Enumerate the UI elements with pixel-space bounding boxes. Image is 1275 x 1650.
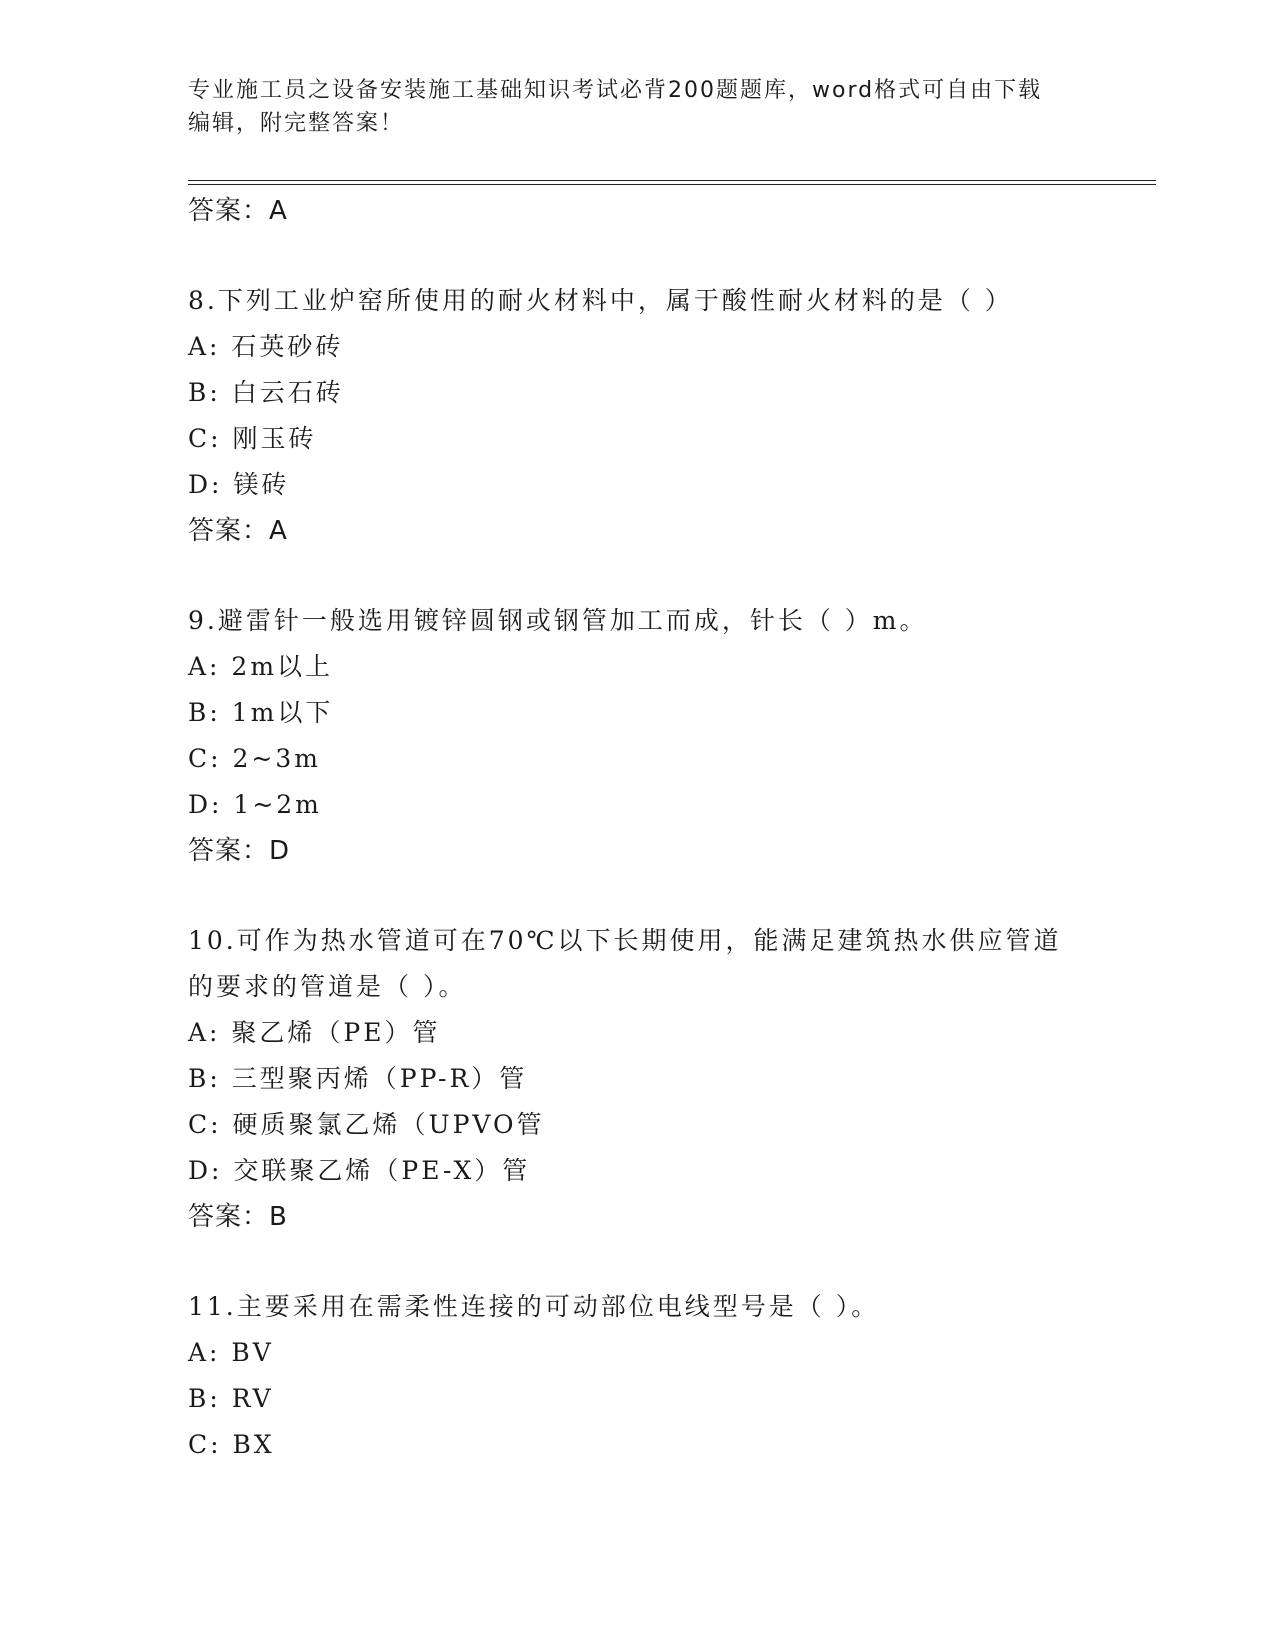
option-d: D: 镁砖 [188, 470, 290, 499]
question-stem: 11.主要采用在需柔性连接的可动部位电线型号是（ ）。 [188, 1292, 880, 1321]
header-line-1: 专业施工员之设备安装施工基础知识考试必背200题题库，word格式可自由下载 [188, 78, 1043, 103]
option-a: A: 石英砂砖 [188, 332, 344, 361]
option-d: D: 1~2m [188, 790, 322, 819]
answer-line: 答案：A [188, 516, 288, 546]
question-stem: 8.下列工业炉窑所使用的耐火材料中，属于酸性耐火材料的是（ ） [188, 286, 1013, 315]
option-b: B: RV [188, 1384, 274, 1413]
question-11 [188, 1284, 1088, 1468]
header-divider [188, 180, 1156, 181]
question-10 [188, 918, 1088, 1240]
option-c: C: 刚玉砖 [188, 424, 317, 453]
header-divider-second [188, 184, 1156, 185]
option-a: A: 聚乙烯（PE）管 [188, 1018, 441, 1047]
answer-line: 答案：A [188, 196, 288, 226]
document-header [188, 74, 1088, 140]
answer-line: 答案：B [188, 1202, 288, 1232]
question-stem: 10.可作为热水管道可在70℃以下长期使用，能满足建筑热水供应管道 [188, 926, 1062, 955]
option-c: C: BX [188, 1430, 275, 1459]
option-b: B: 三型聚丙烯（PP-R）管 [188, 1064, 528, 1093]
option-d: D: 交联聚乙烯（PE-X）管 [188, 1156, 531, 1185]
answer-line: 答案：D [188, 836, 291, 866]
option-b: B: 白云石砖 [188, 378, 344, 407]
option-a: A: 2m以上 [188, 652, 334, 681]
question-stem: 9.避雷针一般选用镀锌圆钢或钢管加工而成，针长（ ）m。 [188, 606, 928, 635]
question-list [188, 188, 1088, 1468]
option-c: C: 2~3m [188, 744, 321, 773]
header-line-2: 编辑，附完整答案！ [188, 111, 405, 136]
option-a: A: BV [188, 1338, 274, 1367]
option-b: B: 1m以下 [188, 698, 334, 727]
question-stem-continued: 的要求的管道是（ ）。 [188, 972, 467, 1001]
question-9 [188, 598, 1088, 874]
question-8 [188, 278, 1088, 554]
option-c: C: 硬质聚氯乙烯（UPVO管 [188, 1110, 545, 1139]
